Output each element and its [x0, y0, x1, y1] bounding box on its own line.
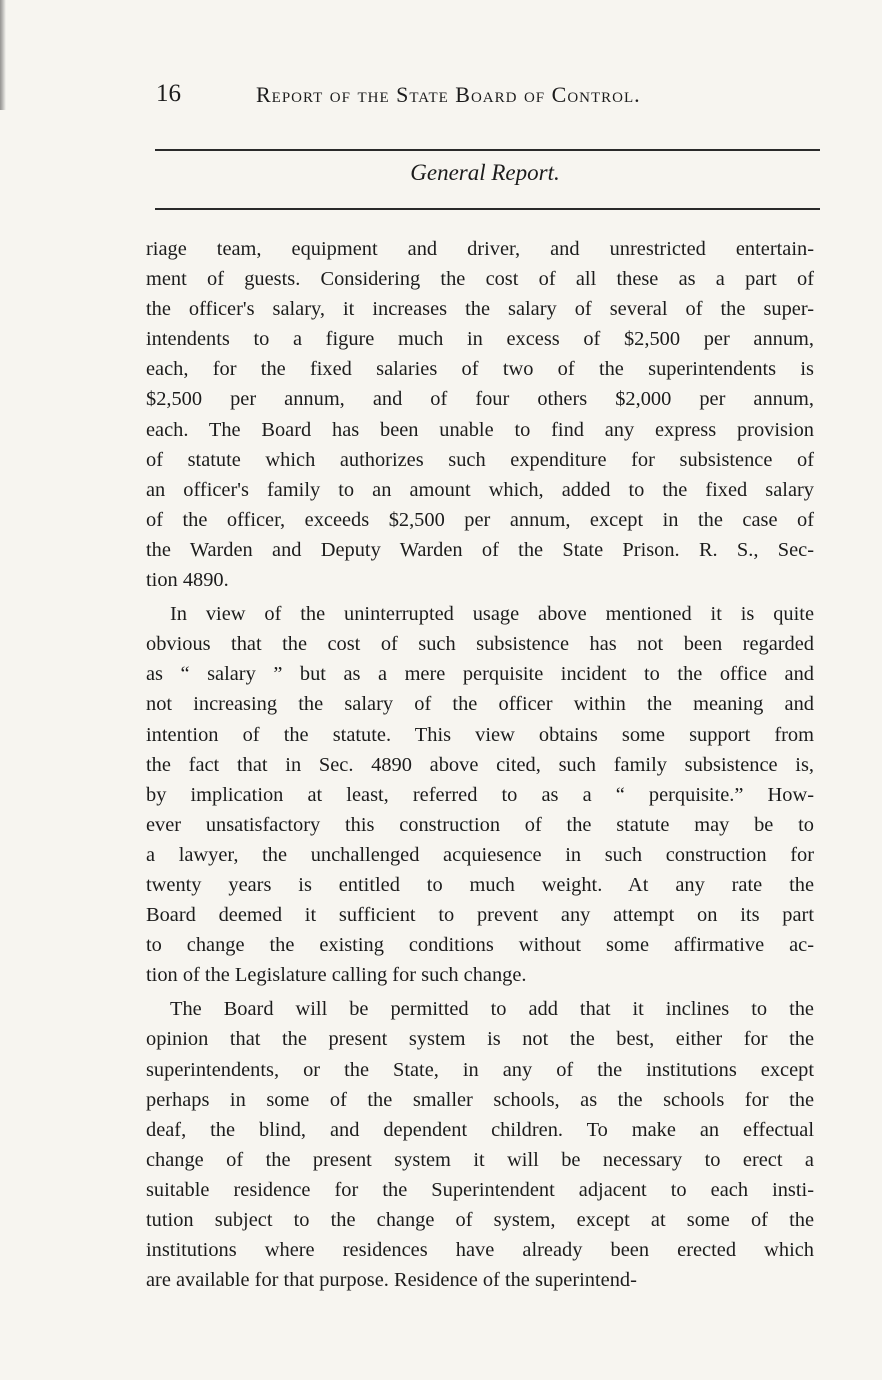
text-line: of statute which authorizes such expenditure for subsistence of [146, 448, 814, 471]
text-line: The Board will be permitted to add that it inclines to the [170, 998, 814, 1021]
text-line: by implication at least, referred to as a “ perquisite.” How- [146, 783, 814, 806]
text-line: Board deemed it sufficient to prevent any attempt on its part [146, 904, 814, 927]
paragraph [146, 599, 814, 990]
text-line: as “ salary ” but as a mere perquisite incident to the office and [146, 663, 814, 686]
text-line: opinion that the present system is not the best, either for the [146, 1028, 814, 1051]
text-line: In view of the uninterrupted usage above mentioned it is quite [170, 603, 814, 626]
text-line: riage team, equipment and driver, and unrestricted entertain- [146, 238, 814, 260]
paragraph [146, 994, 814, 1295]
text-line: tution subject to the change of system, except at some of the [146, 1209, 814, 1231]
text-line: obvious that the cost of such subsistence has not been regarded [146, 633, 814, 656]
text-line: each, for the fixed salaries of two of the superintendents is [146, 358, 814, 381]
section-title: General Report. [410, 160, 560, 185]
text-line: each. The Board has been unable to find any express provision [146, 418, 814, 441]
text-line: suitable residence for the Superintendent adjacent to each insti- [146, 1178, 814, 1201]
text-line: not increasing the salary of the officer within the meaning and [146, 693, 814, 716]
text-line: tion of the Legislature calling for such change. [146, 964, 527, 987]
text-line: a lawyer, the unchallenged acquiesence in such construction for [146, 843, 814, 866]
paragraph [146, 234, 814, 595]
text-line: of the officer, exceeds $2,500 per annum, except in the case of [146, 508, 814, 531]
header-rule-bottom [155, 208, 820, 210]
text-line: an officer's family to an amount which, added to the fixed salary [146, 478, 814, 501]
text-line: change of the present system it will be necessary to erect a [146, 1148, 814, 1171]
text-line: deaf, the blind, and dependent children. To make an effectual [146, 1118, 814, 1141]
text-line: the Warden and Deputy Warden of the State Prison. R. S., Sec- [146, 538, 814, 561]
body-text [146, 234, 814, 1299]
page-binding-edge [0, 0, 6, 110]
text-line: ment of guests. Considering the cost of all these as a part of [146, 268, 814, 291]
running-title: Report of the State Board of Control. [256, 82, 641, 107]
text-line: perhaps in some of the smaller schools, as the schools for the [146, 1088, 814, 1111]
text-line: tion 4890. [146, 569, 229, 592]
text-line: institutions where residences have already been erected which [146, 1239, 814, 1262]
text-line: the officer's salary, it increases the salary of several of the super- [146, 298, 814, 321]
page-number: 16 [156, 80, 181, 107]
text-line: superintendents, or the State, in any of the institutions except [146, 1058, 814, 1081]
header-rule-top [155, 149, 820, 151]
text-line: to change the existing conditions without some affirmative ac- [146, 934, 814, 957]
text-line: twenty years is entitled to much weight. At any rate the [146, 873, 814, 896]
text-line: the fact that in Sec. 4890 above cited, such family subsistence is, [146, 753, 814, 776]
page-header [150, 80, 820, 116]
text-line: intendents to a figure much in excess of $2,500 per annum, [146, 328, 814, 351]
text-line: ever unsatisfactory this construction of the statute may be to [146, 813, 814, 836]
text-line: intention of the statute. This view obtains some support from [146, 723, 814, 746]
text-line: are available for that purpose. Residence of the superintend- [146, 1269, 637, 1292]
text-line: $2,500 per annum, and of four others $2,000 per annum, [146, 388, 814, 411]
